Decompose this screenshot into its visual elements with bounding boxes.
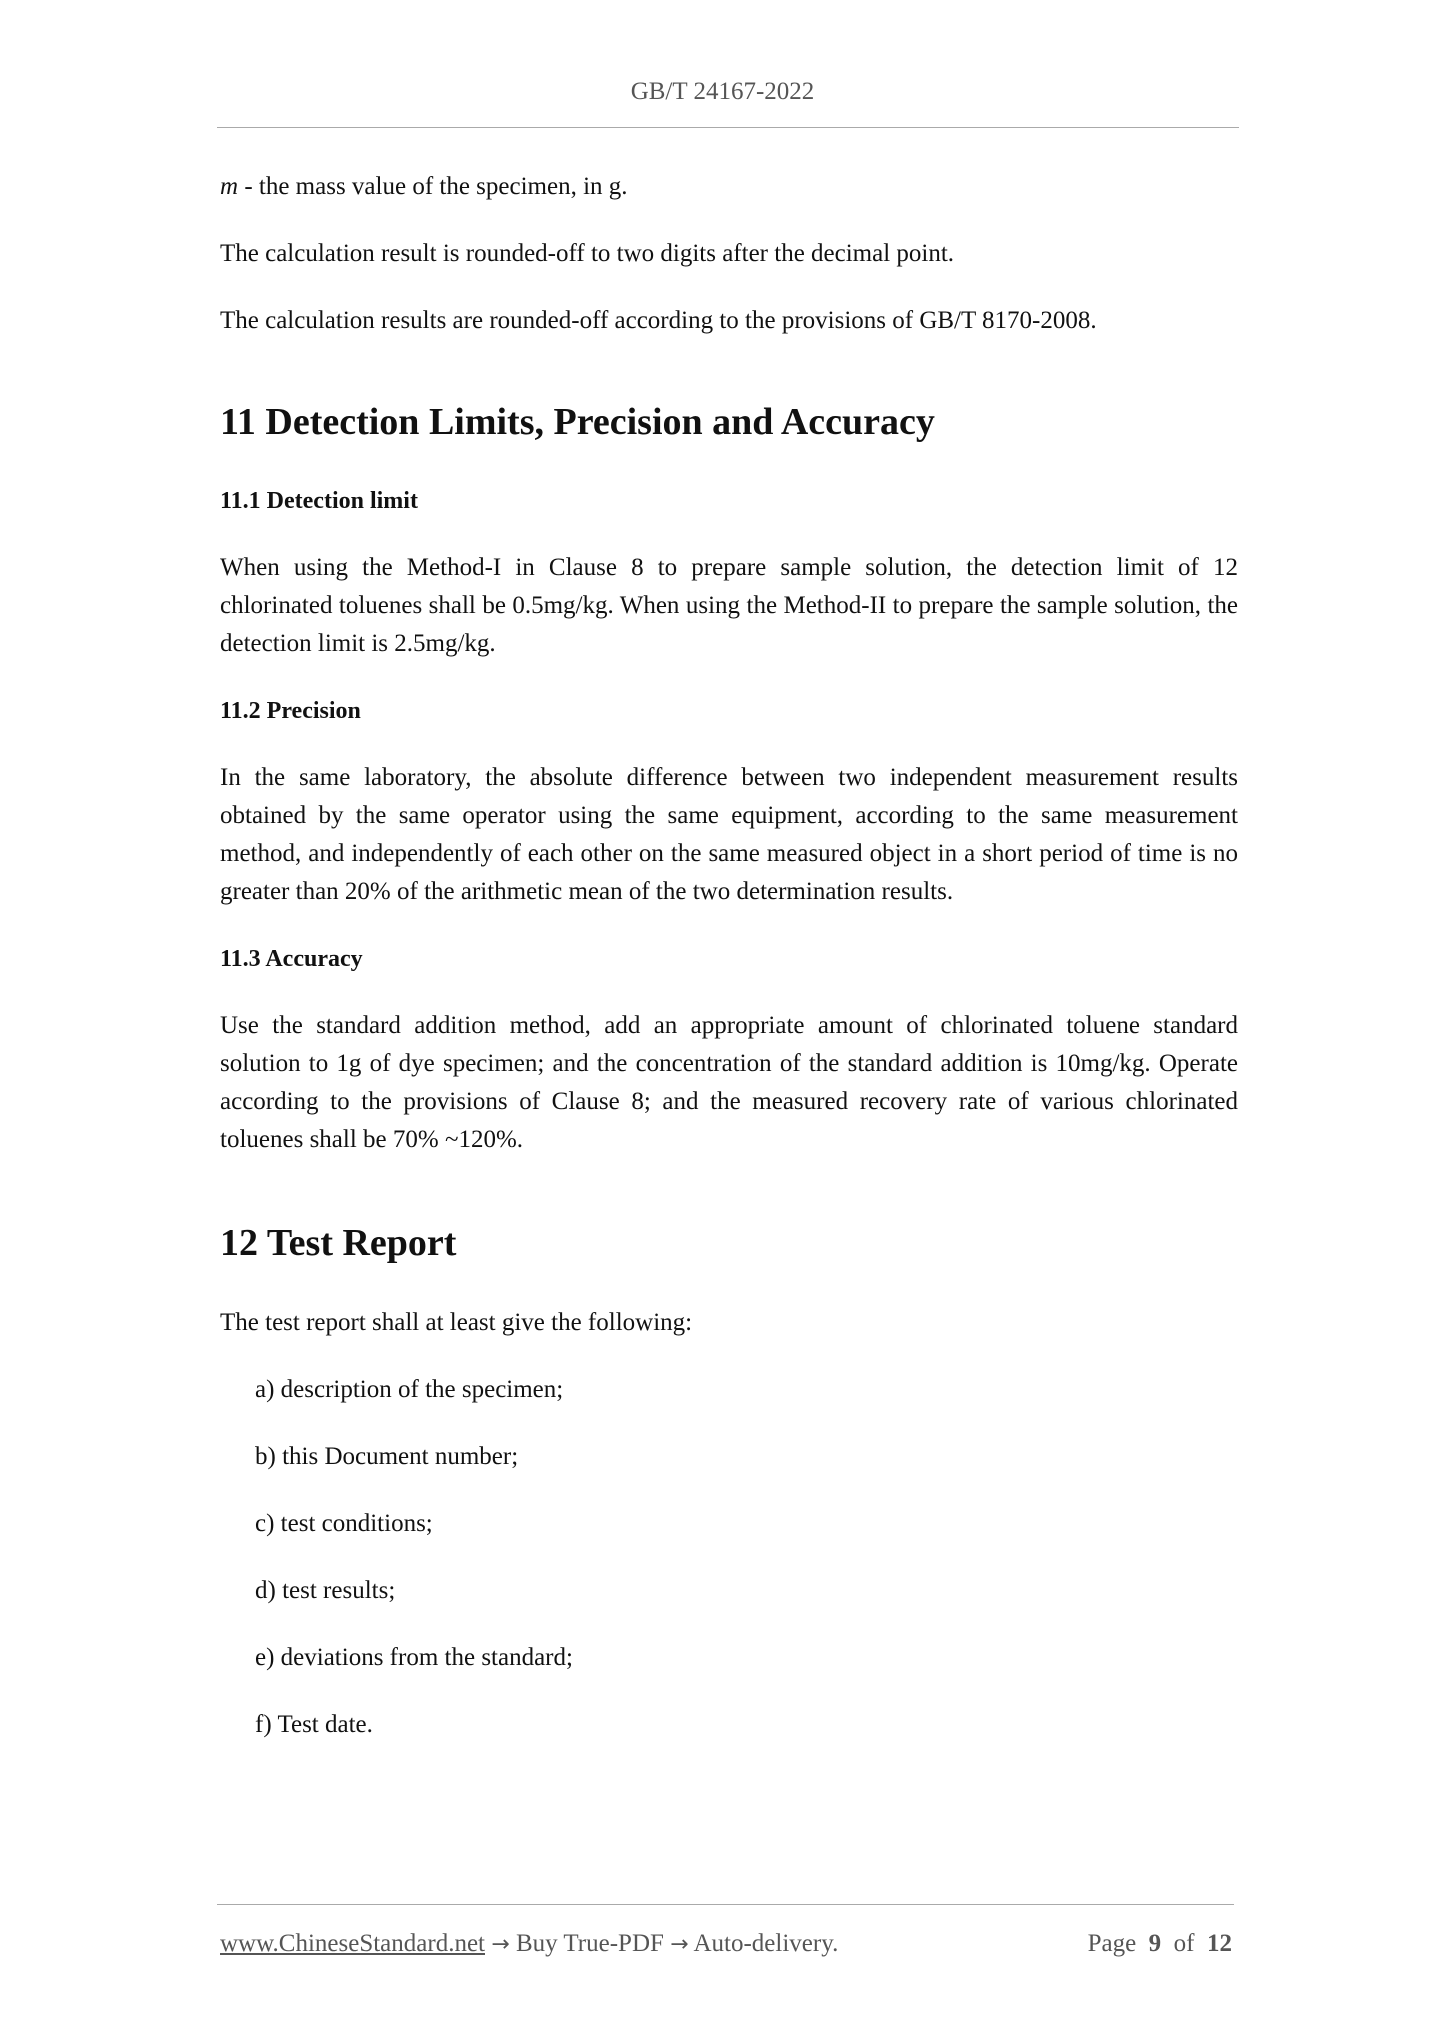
buy-text: Buy True-PDF <box>509 1930 671 1957</box>
site-link[interactable]: www.ChineseStandard.net <box>220 1930 485 1957</box>
footer-divider <box>217 1904 1234 1905</box>
variable-symbol: m <box>220 173 239 200</box>
current-page-number: 9 <box>1148 1930 1162 1957</box>
page-label: Page <box>1087 1930 1137 1957</box>
list-item: e) deviations from the standard; <box>255 1644 573 1671</box>
page-indicator <box>1088 1926 1232 1962</box>
list-item: f) Test date. <box>255 1711 373 1738</box>
page-footer <box>220 1926 1232 1963</box>
section-12-heading: 12 Test Report <box>220 1222 457 1264</box>
test-report-list <box>220 1371 1238 1744</box>
delivery-text: Auto-delivery. <box>688 1930 839 1957</box>
page-content <box>220 168 1238 1773</box>
document-code-header: GB/T 24167-2022 <box>630 78 815 105</box>
rounding-paragraph-1: The calculation result is rounded-off to two digits after the decimal point. <box>220 240 955 267</box>
list-item: b) this Document number; <box>255 1443 519 1470</box>
subsection-11-3-heading: 11.3 Accuracy <box>220 946 363 972</box>
arrow-right-icon: → <box>670 1932 689 1957</box>
section-11-heading: 11 Detection Limits, Precision and Accuracy <box>220 401 935 443</box>
accuracy-paragraph: Use the standard addition method, add an appropriate amount of chlorinated toluene standard solution to 1g of dye specimen; and the concentration of the standard addition is 10mg/kg. Operate according to the provisions of Clause 8; and the measured recovery rate of various chlorinated toluenes shall be 70% ~120%. <box>220 1012 1238 1153</box>
list-item: c) test conditions; <box>255 1510 433 1537</box>
subsection-11-1-heading: 11.1 Detection limit <box>220 488 418 514</box>
variable-description: - the mass value of the specimen, in g. <box>238 173 628 200</box>
precision-paragraph: In the same laboratory, the absolute difference between two independent measurement results obtained by the same operator using the same equipment, according to the same measurement method, and independently of each other on the same measured object in a short period of time is no greater than 20% of the arithmetic mean of the two determination results. <box>220 764 1238 905</box>
of-label: of <box>1173 1930 1195 1957</box>
header-divider <box>217 127 1239 128</box>
subsection-11-2-heading: 11.2 Precision <box>220 698 361 724</box>
arrow-right-icon: → <box>491 1932 510 1957</box>
total-page-count: 12 <box>1207 1930 1232 1957</box>
rounding-paragraph-2: The calculation results are rounded-off according to the provisions of GB/T 8170-2008. <box>220 307 1097 334</box>
variable-definition <box>220 168 1238 206</box>
detection-limit-paragraph: When using the Method-I in Clause 8 to prepare sample solution, the detection limit of 12 chlorinated toluenes shall be 0.5mg/kg. When using the Method-II to prepare the sample solution, the detection limit is 2.5mg/kg. <box>220 554 1238 657</box>
test-report-intro: The test report shall at least give the following: <box>220 1309 693 1336</box>
list-item: d) test results; <box>255 1577 396 1604</box>
list-item: a) description of the specimen; <box>255 1376 564 1403</box>
